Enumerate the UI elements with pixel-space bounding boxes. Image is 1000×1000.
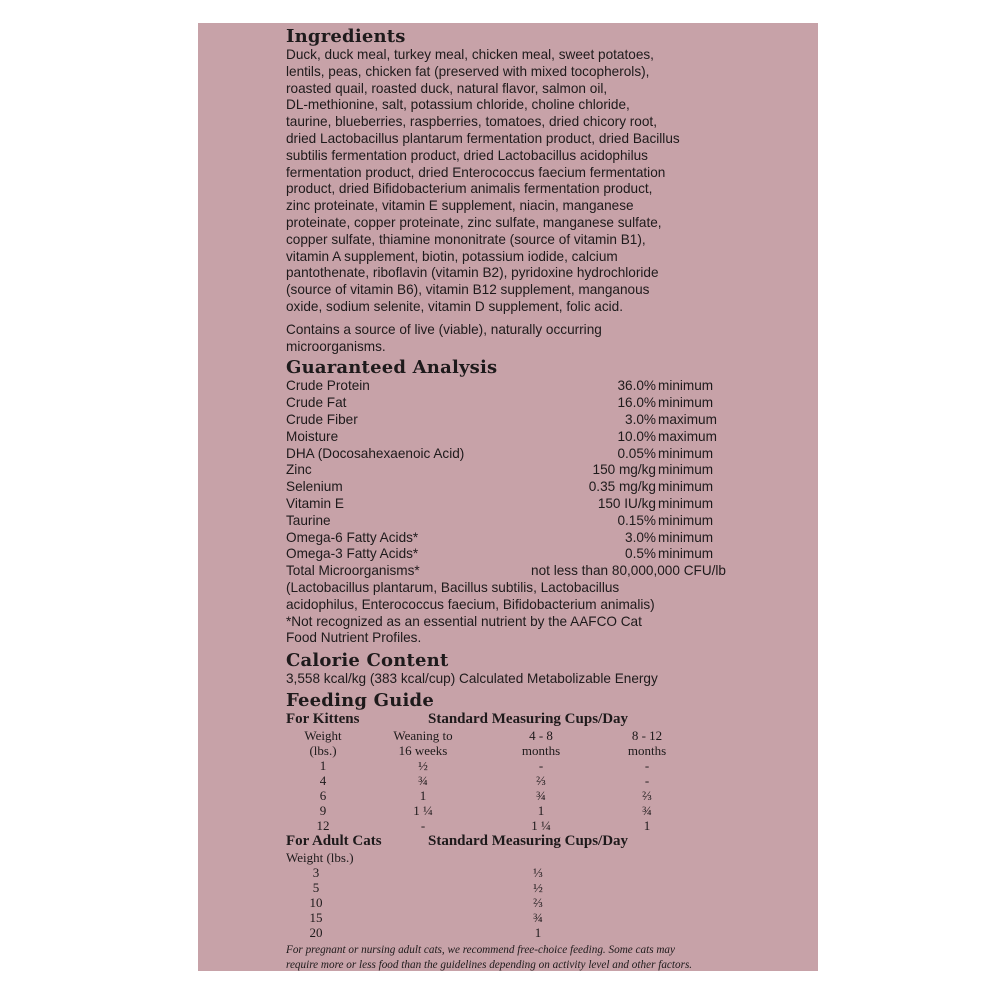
adult-weight-header bbox=[286, 850, 726, 865]
analysis-row bbox=[286, 462, 726, 479]
analysis-row bbox=[286, 513, 726, 530]
ingredient-line: oxide, sodium selenite, vitamin D supplement, folic acid. bbox=[286, 298, 623, 314]
ingredient-line: DL-methionine, salt, potassium chloride, choline chloride, bbox=[286, 97, 630, 113]
nutrient-qualifier: minimum bbox=[658, 495, 714, 511]
probiotic-line: microorganisms. bbox=[286, 338, 386, 354]
cell: ¾ bbox=[642, 802, 652, 818]
nutrient-amount: 0.35 mg/kg bbox=[588, 479, 656, 495]
probiotic-line: Contains a source of live (viable), naturally occurring bbox=[286, 321, 602, 337]
ingredient-line: (source of vitamin B6), vitamin B12 supplement, manganous bbox=[286, 282, 650, 298]
adult-row bbox=[286, 910, 726, 925]
ingredient-line: lentils, peas, chicken fat (preserved with mixed tocopherols), bbox=[286, 63, 650, 79]
nutrient-amount: 3.0% bbox=[625, 529, 656, 545]
nutrient-name: Crude Fiber bbox=[286, 411, 358, 427]
nutrient-amount: 10.0% bbox=[617, 428, 656, 444]
kittens-label: For Kittens bbox=[286, 710, 360, 727]
cell: 1 bbox=[643, 817, 651, 833]
ingredient-line: product, dried Bifidobacterium animalis fermentation product, bbox=[286, 181, 653, 197]
kitten-row bbox=[286, 803, 726, 818]
col-header: months bbox=[521, 742, 561, 758]
nutrient-amount: 0.5% bbox=[625, 546, 656, 562]
analysis-row bbox=[286, 530, 726, 547]
ingredient-line: Duck, duck meal, turkey meal, chicken meal, sweet potatoes, bbox=[286, 47, 654, 62]
ingredient-line: vitamin A supplement, biotin, potassium iodide, calcium bbox=[286, 248, 618, 264]
nutrient-name: Crude Protein bbox=[286, 378, 370, 394]
kitten-row bbox=[286, 773, 726, 788]
cell: 15 bbox=[309, 909, 323, 925]
analysis-row bbox=[286, 378, 726, 395]
feeding-heading: Feeding Guide bbox=[286, 689, 434, 711]
cell: 1 ¼ bbox=[413, 802, 433, 818]
nutrient-name: Omega-6 Fatty Acids* bbox=[286, 529, 419, 545]
cell: 1 bbox=[534, 924, 542, 940]
cell: 1 ¼ bbox=[531, 817, 551, 833]
kitten-row bbox=[286, 818, 726, 833]
calorie-heading: Calorie Content bbox=[286, 650, 449, 672]
cell: ⅔ bbox=[642, 787, 652, 803]
calorie-text: 3,558 kcal/kg (383 kcal/cup) Calculated Metabolizable Energy bbox=[286, 671, 658, 687]
nutrient-qualifier: minimum bbox=[658, 378, 714, 394]
cell: 6 bbox=[319, 787, 327, 803]
analysis-row bbox=[286, 496, 726, 513]
cell: - bbox=[644, 757, 650, 773]
analysis-row bbox=[286, 412, 726, 429]
nutrient-qualifier: minimum bbox=[658, 512, 714, 528]
cups-label: Standard Measuring Cups/Day bbox=[428, 832, 629, 849]
adults-label: For Adult Cats bbox=[286, 832, 382, 849]
col-header: Weight bbox=[304, 727, 342, 743]
nutrient-amount: 16.0% bbox=[617, 395, 656, 411]
nutrient-name: DHA (Docosahexaenoic Acid) bbox=[286, 445, 465, 461]
cups-label: Standard Measuring Cups/Day bbox=[428, 710, 629, 727]
ingredient-line: fermentation product, dried Enterococcus faecium fermentation bbox=[286, 164, 666, 180]
cell: - bbox=[644, 772, 650, 788]
kitten-feeding-table bbox=[286, 711, 726, 833]
probiotic-statement bbox=[286, 322, 726, 356]
cell: 10 bbox=[309, 894, 323, 910]
cell: 20 bbox=[309, 924, 323, 940]
col-header: 8 - 12 bbox=[631, 727, 663, 743]
nutrient-qualifier: maximum bbox=[658, 428, 717, 444]
ingredient-line: taurine, blueberries, raspberries, tomatoes, dried chicory root, bbox=[286, 114, 657, 130]
analysis-row bbox=[286, 446, 726, 463]
nutrient-name: Crude Fat bbox=[286, 395, 347, 411]
nutrient-qualifier: minimum bbox=[658, 529, 714, 545]
cell: 12 bbox=[316, 817, 330, 833]
kitten-table-header bbox=[286, 711, 726, 728]
analysis-row bbox=[286, 429, 726, 446]
aafco-footnote: Food Nutrient Profiles. bbox=[286, 630, 422, 646]
analysis-row bbox=[286, 546, 726, 563]
cell: 3 bbox=[312, 864, 320, 880]
feeding-note-line: For pregnant or nursing adult cats, we recommend free-choice feeding. Some cats may bbox=[286, 943, 675, 956]
col-header: 4 - 8 bbox=[529, 727, 553, 743]
cell: - bbox=[538, 757, 544, 773]
analysis-row bbox=[286, 395, 726, 412]
ingredients-heading: Ingredients bbox=[286, 26, 406, 47]
cell: 5 bbox=[312, 879, 320, 895]
analysis-row bbox=[286, 479, 726, 496]
nutrient-amount: not less than 80,000,000 CFU/lb bbox=[531, 563, 726, 579]
aafco-footnote: *Not recognized as an essential nutrient by the AAFCO Cat bbox=[286, 613, 642, 629]
nutrient-amount: 0.15% bbox=[617, 512, 656, 528]
nutrient-qualifier: minimum bbox=[658, 395, 714, 411]
kitten-row bbox=[286, 788, 726, 803]
cell: 1 bbox=[537, 802, 545, 818]
cell: ¾ bbox=[536, 787, 546, 803]
ingredient-line: proteinate, copper proteinate, zinc sulfate, manganese sulfate, bbox=[286, 214, 662, 230]
nutrient-amount: 0.05% bbox=[617, 445, 656, 461]
feeding-note-line: require more or less food than the guidelines depending on activity level and other factors. bbox=[286, 959, 693, 972]
ingredients-text bbox=[286, 47, 726, 316]
cell: ½ bbox=[418, 757, 428, 773]
nutrient-name: Vitamin E bbox=[286, 495, 344, 511]
nutrient-qualifier: minimum bbox=[658, 445, 714, 461]
cell: 4 bbox=[319, 772, 327, 788]
ingredient-line: roasted quail, roasted duck, natural flavor, salmon oil, bbox=[286, 80, 608, 96]
nutrient-name: Zinc bbox=[286, 462, 312, 478]
cell: ⅔ bbox=[536, 772, 546, 788]
nutrient-name: Total Microorganisms* bbox=[286, 563, 420, 579]
cell: ½ bbox=[533, 879, 543, 895]
adult-row bbox=[286, 880, 726, 895]
analysis-heading: Guaranteed Analysis bbox=[286, 357, 498, 379]
adult-row bbox=[286, 925, 726, 940]
adult-row bbox=[286, 895, 726, 910]
microorganism-list: acidophilus, Enterococcus faecium, Bifidobacterium animalis) bbox=[286, 596, 655, 612]
cell: 9 bbox=[319, 802, 327, 818]
cell: 1 bbox=[419, 787, 427, 803]
nutrient-qualifier: minimum bbox=[658, 462, 714, 478]
analysis-row-microorganisms bbox=[286, 563, 726, 580]
col-header: (lbs.) bbox=[309, 742, 337, 758]
nutrient-amount: 150 mg/kg bbox=[592, 462, 656, 478]
ingredient-line: zinc proteinate, vitamin E supplement, niacin, manganese bbox=[286, 198, 634, 214]
kitten-col-headers bbox=[286, 743, 726, 758]
nutrient-qualifier: minimum bbox=[658, 479, 714, 495]
ingredient-line: pantothenate, riboflavin (vitamin B2), pyridoxine hydrochloride bbox=[286, 265, 659, 281]
adult-row bbox=[286, 865, 726, 880]
nutrient-qualifier: minimum bbox=[658, 546, 714, 562]
nutrient-amount: 150 IU/kg bbox=[597, 495, 656, 511]
cell: ⅔ bbox=[533, 894, 543, 910]
kitten-col-headers bbox=[286, 728, 726, 743]
cell: ¾ bbox=[533, 909, 543, 925]
adult-feeding-table bbox=[286, 833, 726, 940]
ingredient-line: subtilis fermentation product, dried Lactobacillus acidophilus bbox=[286, 147, 648, 163]
kitten-row bbox=[286, 758, 726, 773]
col-header: Weaning to bbox=[393, 727, 453, 743]
cell: - bbox=[420, 817, 426, 833]
adult-table-header bbox=[286, 833, 726, 850]
col-header: Weight (lbs.) bbox=[286, 849, 354, 865]
nutrient-name: Moisture bbox=[286, 428, 339, 444]
col-header: 16 weeks bbox=[398, 742, 448, 758]
col-header: months bbox=[627, 742, 667, 758]
cell: 1 bbox=[319, 757, 327, 773]
ingredient-line: dried Lactobacillus plantarum fermentation product, dried Bacillus bbox=[286, 130, 680, 146]
nutrient-amount: 3.0% bbox=[625, 411, 656, 427]
label-content bbox=[286, 23, 726, 974]
analysis-table bbox=[286, 378, 726, 647]
cell: ⅓ bbox=[533, 864, 543, 880]
nutrient-name: Omega-3 Fatty Acids* bbox=[286, 546, 419, 562]
label-panel bbox=[198, 23, 818, 971]
microorganism-list: (Lactobacillus plantarum, Bacillus subtilis, Lactobacillus bbox=[286, 579, 620, 595]
nutrient-name: Selenium bbox=[286, 479, 343, 495]
nutrient-name: Taurine bbox=[286, 512, 331, 528]
feeding-note bbox=[286, 943, 766, 974]
nutrient-qualifier: maximum bbox=[658, 411, 717, 427]
nutrient-amount: 36.0% bbox=[617, 378, 656, 394]
cell: ¾ bbox=[418, 772, 428, 788]
ingredient-line: copper sulfate, thiamine mononitrate (source of vitamin B1), bbox=[286, 231, 646, 247]
